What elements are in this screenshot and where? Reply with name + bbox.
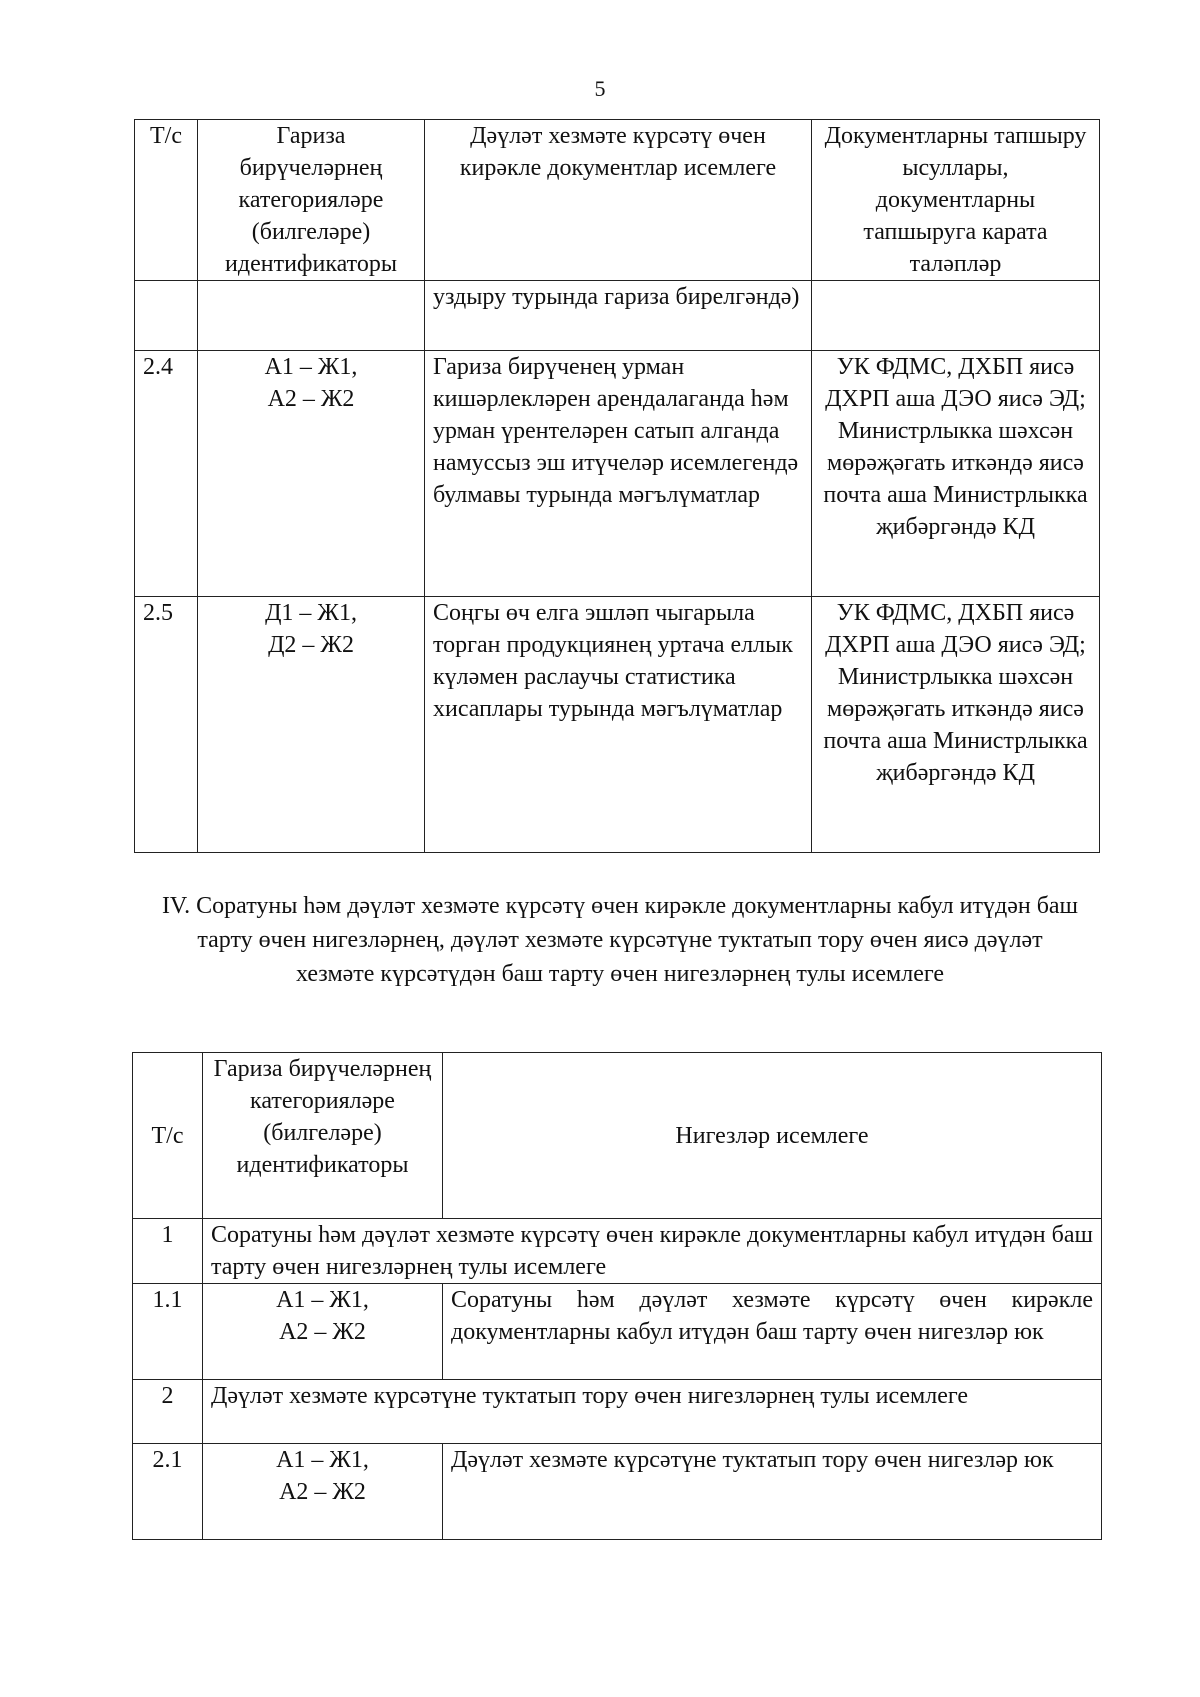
header-number: Т/с	[135, 120, 198, 281]
cell-identifiers: Д1 – Ж1, Д2 – Ж2	[198, 597, 425, 853]
cell-number: 2	[133, 1380, 203, 1444]
cell-empty	[135, 281, 198, 351]
table-row-continuation	[135, 281, 1100, 351]
cell-identifiers: А1 – Ж1, А2 – Ж2	[203, 1284, 443, 1380]
table-row	[135, 351, 1100, 597]
cell-number: 2.5	[135, 597, 198, 853]
page-number: 5	[594, 76, 606, 101]
cell-number: 1	[133, 1219, 203, 1284]
cell-identifiers: А1 – Ж1, А2 – Ж2	[203, 1444, 443, 1540]
table-header-row	[135, 120, 1100, 281]
cell-identifiers: А1 – Ж1, А2 – Ж2	[198, 351, 425, 597]
cell-section-text: Дәүләт хезмәте күрсәтүне туктатып тору өчен нигезләрнең тулы исемлеге	[203, 1380, 1102, 1444]
header-documents: Дәүләт хезмәте күрсәтү өчен кирәкле документлар исемлеге	[425, 120, 812, 281]
table-row	[133, 1284, 1102, 1380]
table-row	[133, 1219, 1102, 1284]
cell-methods: УК ФДМС, ДХБП яисә ДХРП аша ДЭО яисә ЭД; Министрлыкка шәхсән мөрәҗәгать иткәндә яисә почта аша Министрлыкка җибәргәндә КД	[812, 351, 1100, 597]
cell-grounds: Соратуны һәм дәүләт хезмәте күрсәтү өчен кирәкле документларны кабул итүдән баш тарту өчен нигезләр юк	[443, 1284, 1102, 1380]
header-identifiers: Гариза бирүчеләрнең категорияләре (билгеләре) идентификаторы	[198, 120, 425, 281]
grounds-table	[132, 1052, 1102, 1540]
table-header-row	[133, 1053, 1102, 1219]
documents-table	[134, 119, 1100, 853]
section-title: IV. Соратуны һәм дәүләт хезмәте күрсәтү өчен кирәкле документларны кабул итүдән баш тарту өчен нигезләрнең, дәүләт хезмәте күрсәтүне туктатып тору өчен яисә дәүләт хезмәте күрсәтүдән баш тарту өчен нигезләрнең тулы исемлеге	[161, 893, 1079, 987]
cell-empty	[198, 281, 425, 351]
header-methods: Документларны тапшыру ысуллары, документларны тапшыруга карата таләпләр	[812, 120, 1100, 281]
cell-grounds: Дәүләт хезмәте күрсәтүне туктатып тору өчен нигезләр юк	[443, 1444, 1102, 1540]
cell-methods: УК ФДМС, ДХБП яисә ДХРП аша ДЭО яисә ЭД; Министрлыкка шәхсән мөрәҗәгать иткәндә яисә почта аша Министрлыкка җибәргәндә КД	[812, 597, 1100, 853]
table-row	[133, 1444, 1102, 1540]
table-row	[135, 597, 1100, 853]
cell-documents: Гариза бирүченең урман кишәрлекләрен арендалаганда һәм урман үрентеләрен сатып алганда намуссыз эш итүчеләр исемлегендә булмавы турында мәгълүматлар	[425, 351, 812, 597]
cell-continuation-text: уздыру турында гариза бирелгәндә)	[425, 281, 812, 351]
header-number: Т/с	[133, 1053, 203, 1219]
cell-number: 1.1	[133, 1284, 203, 1380]
table-row	[133, 1380, 1102, 1444]
cell-number: 2.4	[135, 351, 198, 597]
cell-section-text: Соратуны һәм дәүләт хезмәте күрсәтү өчен кирәкле документларны кабул итүдән баш тарту өчен нигезләрнең тулы исемлеге	[203, 1219, 1102, 1284]
cell-number: 2.1	[133, 1444, 203, 1540]
cell-documents: Соңгы өч елга эшләп чыгарыла торган продукциянең уртача еллык күләмен раслаучы статистика хисаплары турында мәгълүматлар	[425, 597, 812, 853]
cell-empty	[812, 281, 1100, 351]
header-identifiers: Гариза бирүчеләрнең категорияләре (билгеләре) идентификаторы	[203, 1053, 443, 1219]
header-grounds: Нигезләр исемлеге	[443, 1053, 1102, 1219]
